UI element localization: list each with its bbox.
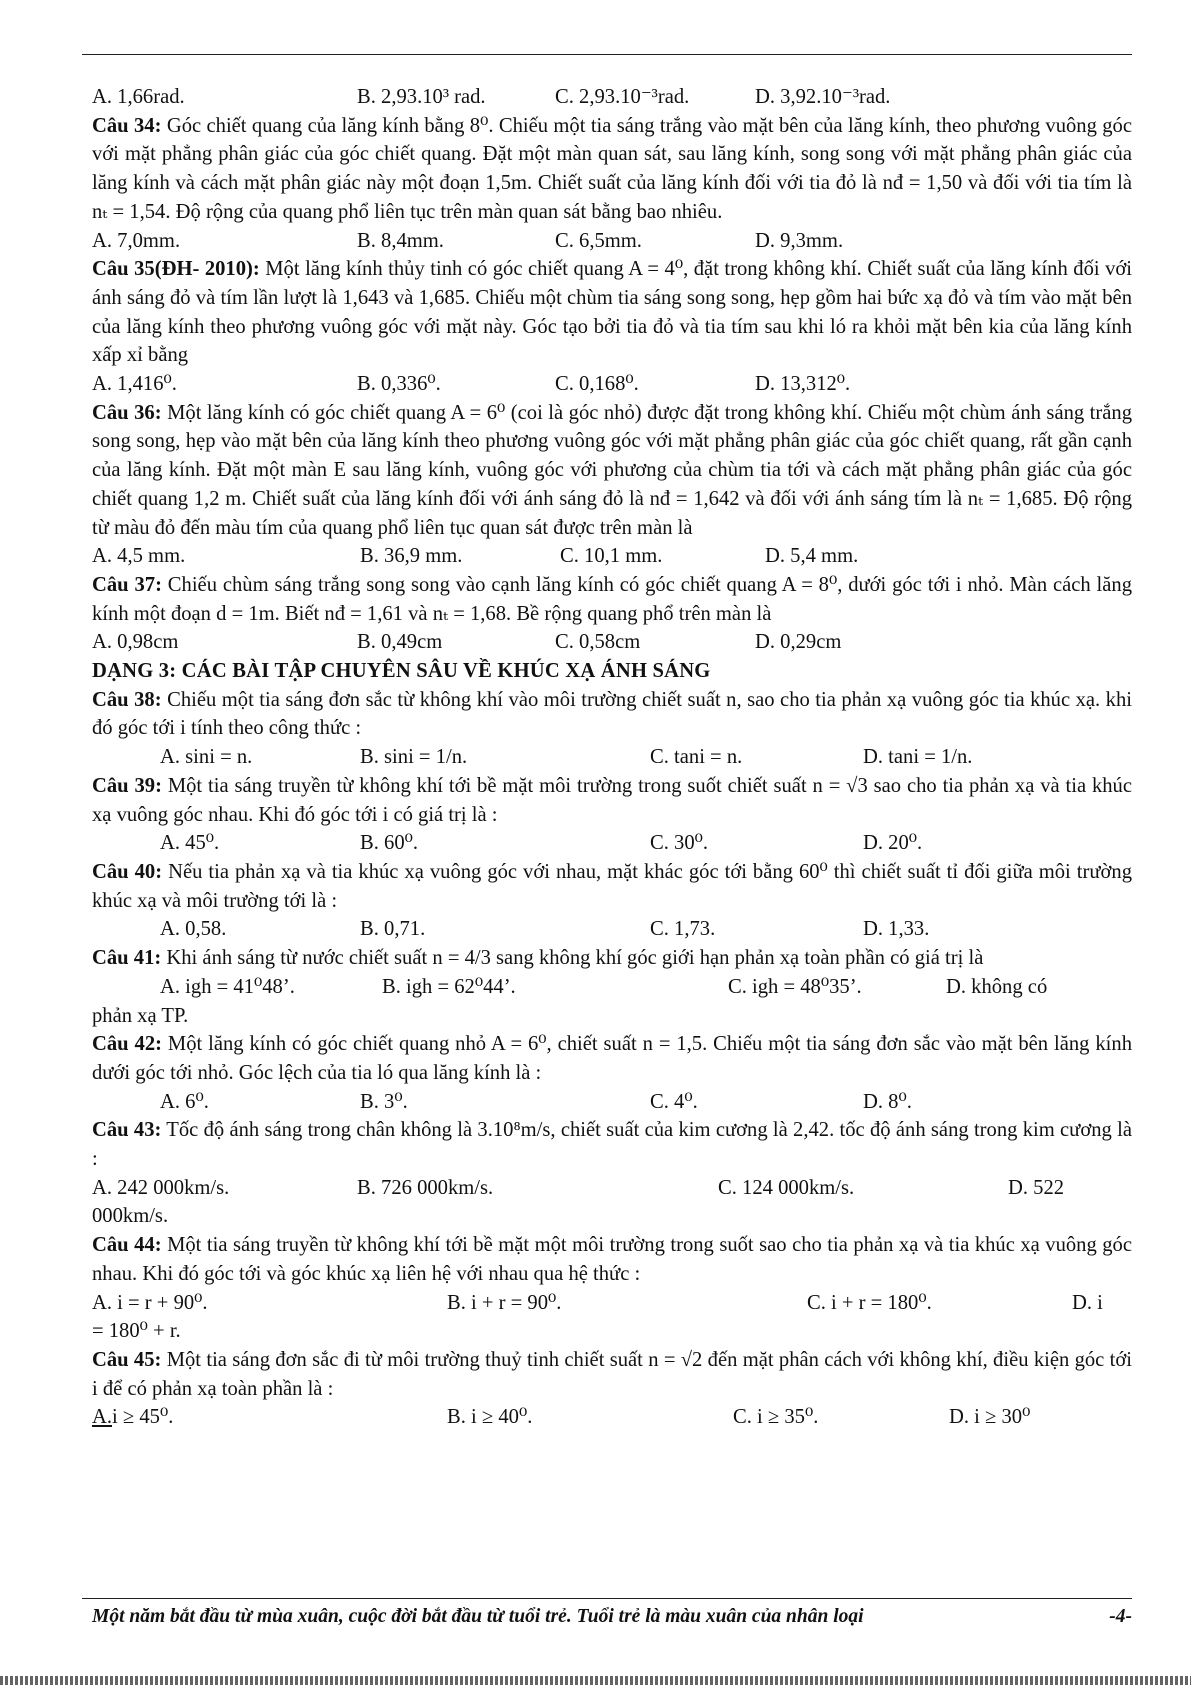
option: D. 0,29cm <box>755 631 842 654</box>
question-label: Câu 34: <box>92 114 162 137</box>
option-wrap: 000km/s. <box>92 1205 169 1228</box>
q45-options <box>92 1403 1132 1432</box>
option: A. 4,5 mm. <box>92 545 186 568</box>
option: B. 726 000km/s. <box>357 1176 494 1199</box>
question-43 <box>92 1116 1132 1173</box>
option: D. không có <box>946 975 1048 998</box>
question-36 <box>92 399 1132 543</box>
option: C. 0,168⁰. <box>555 373 639 396</box>
question-text: Chiếu chùm sáng trắng song song vào cạnh lăng kính có góc chiết quang A = 8⁰, dưới góc tới i nhỏ. Màn cách lăng kính một đoạn d = 1m. Biết nđ = 1,61 và nₜ = 1,68. Bề rộng quang phổ trên màn là <box>92 573 1132 625</box>
option: C. 4⁰. <box>650 1090 698 1113</box>
q42-options <box>92 1088 1132 1117</box>
question-41 <box>92 944 1132 973</box>
question-label: Câu 45: <box>92 1348 162 1371</box>
question-38 <box>92 686 1132 743</box>
question-44 <box>92 1231 1132 1288</box>
question-text: Một lăng kính có góc chiết quang nhỏ A = 6⁰, chiết suất n = 1,5. Chiếu một tia sáng đơn sắc vào mặt bên lăng kính dưới góc tới nhỏ. Góc lệch của tia ló qua lăng kính là : <box>92 1033 1132 1084</box>
question-text: Một lăng kính thủy tinh có góc chiết quang A = 4⁰, đặt trong không khí. Chiết suất của lăng kính đối với ánh sáng đỏ và tím lần lượt là 1,643 và 1,685. Chiếu một chùm tia sáng song song, hẹp gồm hai bức xạ đỏ và tím vào mặt bên của lăng kính theo phương vuông góc với mặt này. Góc tạo bởi tia đỏ và tia tím sau khi ló ra khỏi mặt bên kia của lăng kính xấp xỉ bằng <box>92 258 1133 367</box>
option: C. i ≥ 35⁰. <box>733 1406 819 1429</box>
footer-rule <box>82 1598 1132 1599</box>
option: D. 8⁰. <box>863 1090 912 1113</box>
option: B. sini = 1/n. <box>360 746 468 769</box>
top-rule <box>82 54 1132 55</box>
question-42 <box>92 1030 1132 1087</box>
option: A. 6⁰. <box>160 1090 209 1113</box>
q38-options <box>92 743 1132 772</box>
scan-edge <box>0 1676 1191 1685</box>
option: D. 13,312⁰. <box>755 373 851 396</box>
question-label: Câu 42: <box>92 1033 162 1056</box>
question-text: Khi ánh sáng từ nước chiết suất n = 4/3 sang không khí góc giới hạn phản xạ toàn phần có giá trị là <box>166 947 984 970</box>
question-label: Câu 35(ĐH- 2010): <box>92 258 260 281</box>
option: C. 124 000km/s. <box>718 1176 855 1199</box>
option: A. 45⁰. <box>160 832 220 855</box>
option: C. i + r = 180⁰. <box>807 1291 932 1314</box>
q39-options <box>92 829 1132 858</box>
option: B. 36,9 mm. <box>360 545 463 568</box>
option: C. 30⁰. <box>650 832 709 855</box>
option: D. 1,33. <box>863 918 930 941</box>
question-text: Góc chiết quang của lăng kính bằng 8⁰. Chiếu một tia sáng trắng vào mặt bên của lăng kính, theo phương vuông góc với mặt phẳng phân giác của góc chiết quang. Đặt một màn quan sát, sau lăng kính, song song với mặt phẳng phân giác của lăng kính và cách mặt phân giác này một đoạn 1,5m. Chiết suất của lăng kính đối với tia đỏ là nđ = 1,50 và đối với tia tím là nₜ = 1,54. Độ rộng của quang phổ liên tục trên màn quan sát bằng bao nhiêu. <box>92 114 1132 223</box>
question-label: Câu 44: <box>92 1234 162 1257</box>
option: D. 3,92.10⁻³rad. <box>755 86 891 108</box>
question-text: Nếu tia phản xạ và tia khúc xạ vuông góc với nhau, mặt khác góc tới bằng 60⁰ thì chiết suất tỉ đối giữa môi trường khúc xạ và môi trường tới là : <box>92 860 1132 912</box>
option: C. 6,5mm. <box>555 229 642 252</box>
question-label: Câu 40: <box>92 860 163 883</box>
question-text: Tốc độ ánh sáng trong chân không là 3.10⁸m/s, chiết suất của kim cương là 2,42. tốc độ ánh sáng trong kim cương là : <box>92 1119 1132 1171</box>
option: B. 0,71. <box>360 918 426 941</box>
option: A. igh = 41⁰48’. <box>160 975 295 998</box>
question-40 <box>92 858 1132 915</box>
q43-options <box>92 1174 1132 1203</box>
option: A. sini = n. <box>160 746 253 769</box>
question-label: Câu 41: <box>92 947 162 970</box>
option: B. 0,49cm <box>357 631 443 654</box>
q40-options <box>92 915 1132 944</box>
q34-options <box>92 227 1132 256</box>
q44-options <box>92 1289 1132 1318</box>
section-heading: DẠNG 3: CÁC BÀI TẬP CHUYÊN SÂU VỀ KHÚC XẠ ÁNH SÁNG <box>92 660 711 683</box>
option: B. 3⁰. <box>360 1090 408 1113</box>
q35-options <box>92 370 1132 399</box>
option: B. 0,336⁰. <box>357 373 441 396</box>
correct-answer-letter: A. <box>92 1406 113 1429</box>
option: A. 1,66rad. <box>92 86 185 108</box>
option-wrap: phản xạ TP. <box>92 1004 189 1027</box>
option: B. 8,4mm. <box>357 229 444 252</box>
footer-motto: Một năm bắt đầu từ mùa xuân, cuộc đời bắt đầu từ tuổi trẻ. Tuổi trẻ là màu xuân của nhân loại <box>92 1606 864 1627</box>
option: D. tani = 1/n. <box>863 746 973 769</box>
option: C. 0,58cm <box>555 631 641 654</box>
question-text: Một tia sáng truyền từ không khí tới bề mặt một môi trường trong suốt sao cho tia phản xạ và tia khúc xạ vuông góc nhau. Khi đó góc tới và góc khúc xạ liên hệ với nhau qua hệ thức : <box>92 1234 1132 1285</box>
question-text: Chiếu một tia sáng đơn sắc từ không khí vào môi trường chiết suất n, sao cho tia phản xạ vuông góc tia khúc xạ. khi đó góc tới i tính theo công thức : <box>92 688 1132 740</box>
q37-options <box>92 628 1132 657</box>
option: D. i ≥ 30⁰ <box>949 1406 1031 1429</box>
question-text: Một tia sáng đơn sắc đi từ môi trường thuỷ tinh chiết suất n = √2 đến mặt phân cách với không khí, điều kiện góc tới i để có phản xạ toàn phần là : <box>92 1348 1132 1400</box>
option: D. i <box>1072 1291 1103 1314</box>
option: D. 9,3mm. <box>755 229 844 252</box>
question-label: Câu 37: <box>92 573 162 596</box>
q36-options <box>92 542 1132 571</box>
option: B. i + r = 90⁰. <box>447 1291 562 1314</box>
question-35 <box>92 255 1132 370</box>
question-39 <box>92 772 1132 829</box>
option: C. 10,1 mm. <box>560 545 663 568</box>
option: C. igh = 48⁰35’. <box>728 975 862 998</box>
option: D. 522 <box>1008 1176 1065 1199</box>
option: A. i = r + 90⁰. <box>92 1291 208 1314</box>
option: A. 0,98cm <box>92 631 179 654</box>
option: A. 242 000km/s. <box>92 1176 230 1199</box>
option: B. i ≥ 40⁰. <box>447 1406 533 1429</box>
page-number: -4- <box>1109 1606 1132 1627</box>
option: D. 20⁰. <box>863 832 923 855</box>
option: B. 60⁰. <box>360 832 419 855</box>
option: C. 2,93.10⁻³rad. <box>555 86 690 108</box>
option: A. 7,0mm. <box>92 229 181 252</box>
option-correct <box>92 1403 447 1432</box>
question-label: Câu 39: <box>92 774 162 797</box>
question-label: Câu 36: <box>92 401 162 424</box>
question-34 <box>92 112 1132 227</box>
option: A. 1,416⁰. <box>92 373 177 396</box>
option: C. tani = n. <box>650 746 743 769</box>
option: B. 2,93.10³ rad. <box>357 86 486 108</box>
option: C. 1,73. <box>650 918 716 941</box>
option: B. igh = 62⁰44’. <box>382 975 516 998</box>
option: A. 0,58. <box>160 918 227 941</box>
question-45 <box>92 1346 1132 1403</box>
option: D. 5,4 mm. <box>765 545 859 568</box>
question-label: Câu 38: <box>92 688 162 711</box>
question-text: Một lăng kính có góc chiết quang A = 6⁰ (coi là góc nhỏ) được đặt trong không khí. Chiếu một chùm ánh sáng trắng song song, hẹp vào mặt bên của lăng kính theo phương vuông góc với mặt phẳng phân giác của góc chiết quang, rất gần cạnh của lăng kính. Đặt một màn E sau lăng kính, vuông góc với phương của chùm tia tới và cách mặt phẳng phân giác của góc chiết quang 1,2 m. Chiết suất của lăng kính đối với ánh sáng đỏ là nđ = 1,642 và đối với ánh sáng tím là nₜ = 1,685. Độ rộng từ màu đỏ đến màu tím của quang phổ liên tục quan sát được trên màn là <box>92 401 1132 539</box>
option-text: i ≥ 45⁰. <box>112 1406 174 1429</box>
question-text: Một tia sáng truyền từ không khí tới bề mặt môi trường trong suốt chiết suất n = √3 sao cho tia phản xạ và tia khúc xạ vuông góc nhau. Khi đó góc tới i có giá trị là : <box>92 774 1132 826</box>
page-footer <box>92 1606 1132 1628</box>
question-label: Câu 43: <box>92 1119 162 1142</box>
q41-options <box>92 973 1132 1002</box>
option-wrap: = 180⁰ + r. <box>92 1320 181 1343</box>
document-body <box>92 83 1132 1432</box>
question-37 <box>92 571 1132 628</box>
q33-options <box>92 83 1132 112</box>
